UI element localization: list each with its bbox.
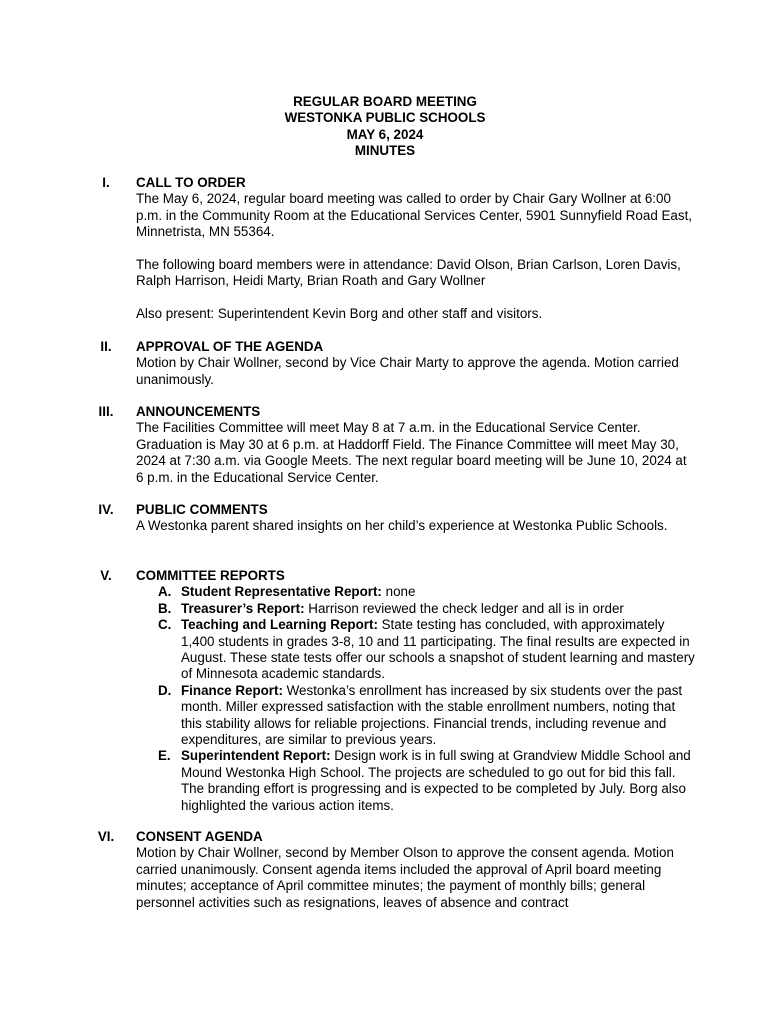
section-paragraph: Motion by Chair Wollner, second by Vice Chair Marty to approve the agenda. Motion carried unanimously. (136, 355, 679, 387)
item-letter: A. (158, 584, 172, 600)
section-paragraph: Motion by Chair Wollner, second by Member Olson to approve the consent agenda. Motion carried unanimously. Consent agenda items included the approval of April board meeting minutes; acceptance of April committee minutes; the payment of monthly bills; general personnel activities such as resignations, leaves of absence and contract (136, 845, 674, 910)
list-item (136, 601, 696, 617)
item-text: Design work is in full swing at Grandview Middle School and Mound Westonka High School. The projects are scheduled to go out for bid this fall. The branding effort is progressing and is expected to be completed by July. Borg also highlighted the various action items. (181, 748, 691, 813)
section-title: CALL TO ORDER (136, 175, 246, 190)
header-document-type: MINUTES (354, 143, 416, 159)
item-text: Harrison reviewed the check ledger and all is in order (304, 600, 624, 616)
section-paragraph: Also present: Superintendent Kevin Borg and other staff and visitors. (136, 306, 543, 322)
list-item (136, 683, 696, 749)
item-label: Student Representative Report: (181, 584, 382, 600)
report-list (136, 584, 696, 814)
header-date: MAY 6, 2024 (346, 126, 424, 142)
item-label: Treasurer’s Report: (181, 600, 305, 616)
item-text: State testing has concluded, with approximately 1,400 students in grades 3-8, 10 and 11 participating. The final results are expected in August. These state tests offer our schools a snapshot of student learning and mastery of Minnesota academic standards. (181, 617, 695, 682)
list-item (136, 748, 696, 814)
section-paragraph: A Westonka parent shared insights on her child’s experience at Westonka Public Schools. (136, 518, 668, 534)
section-paragraph: The May 6, 2024, regular board meeting was called to order by Chair Gary Wollner at 6:00 p.m. in the Community Room at the Educational Services Center, 5901 Sunnyfield Road East, Minnetrista, MN 55364. (136, 191, 693, 240)
section-number: II. (100, 339, 112, 354)
item-letter: C. (158, 617, 172, 633)
header-organization: WESTONKA PUBLIC SCHOOLS (284, 110, 486, 126)
section-paragraph: The Facilities Committee will meet May 8 at 7 a.m. in the Educational Service Center. Graduation is May 30 at 6 p.m. at Haddorff Field. The Finance Committee will meet May 30, 2024 at 7:30 a.m. via Google Meets. The next regular board meeting will be June 10, 2024 at 6 p.m. in the Educational Service Center. (136, 420, 687, 485)
section-paragraph: The following board members were in attendance: David Olson, Brian Carlson, Loren Davis, Ralph Harrison, Heidi Marty, Brian Roath and Gary Wollner (136, 257, 681, 289)
item-letter: D. (158, 682, 172, 698)
section-number: IV. (98, 502, 114, 517)
section-number: I. (102, 175, 110, 190)
item-text: Westonka’s enrollment has increased by six students over the past month. Miller expressed satisfaction with the stable enrollment numbers, noting that this stability allows for reliable projections. Financial trends, including revenue and expenditures, are similar to previous years. (181, 682, 683, 748)
section-number: VI. (97, 829, 115, 844)
section-title: PUBLIC COMMENTS (136, 502, 268, 517)
item-letter: B. (158, 600, 172, 616)
item-text: none (381, 584, 416, 600)
section-title: COMMITTEE REPORTS (136, 568, 285, 583)
item-label: Superintendent Report: (181, 748, 331, 764)
header-meeting-type: REGULAR BOARD MEETING (293, 94, 477, 109)
list-item (136, 584, 696, 600)
section-number: III. (98, 404, 114, 419)
list-item (136, 617, 696, 683)
section-title: CONSENT AGENDA (136, 829, 263, 844)
item-label: Finance Report: (181, 682, 283, 698)
section-title: APPROVAL OF THE AGENDA (136, 339, 324, 354)
section-number: V. (100, 568, 112, 583)
item-letter: E. (158, 748, 171, 764)
item-label: Teaching and Learning Report: (181, 617, 378, 633)
section-title: ANNOUNCEMENTS (136, 404, 261, 419)
document-header (0, 94, 770, 160)
